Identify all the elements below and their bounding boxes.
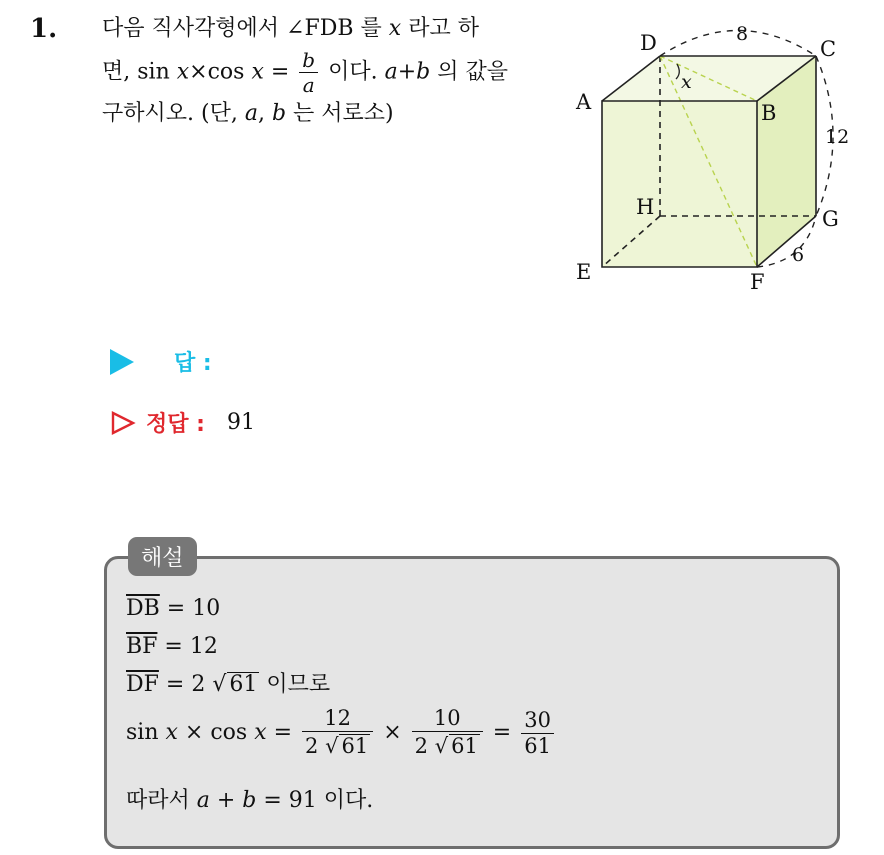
segment-db: $\overline{DB}$ <box>126 596 160 621</box>
var-x: x <box>254 720 267 746</box>
answer-label: 답 : <box>174 351 212 376</box>
label-c: C <box>820 37 837 61</box>
cuboid-figure <box>570 22 860 302</box>
var-x: x <box>165 720 178 746</box>
correct-answer-label: 정답 : <box>146 412 205 437</box>
var-a: a <box>244 101 258 126</box>
q-text: 이다. <box>321 59 385 85</box>
frac-numerator: 12 <box>302 708 373 732</box>
label-d: D <box>640 31 657 55</box>
exp-text: 2 <box>414 734 435 758</box>
question-text <box>102 10 572 133</box>
play-icon <box>110 349 134 375</box>
var-x: x <box>388 16 402 41</box>
frac-numerator: b <box>302 48 316 72</box>
segment-df: $\overline{DF}$ <box>126 672 159 697</box>
var-x: x <box>176 59 190 85</box>
var-b: b <box>242 788 257 813</box>
correct-answer-value: 91 <box>226 410 255 435</box>
exp-text: × cos <box>177 720 255 746</box>
fraction-12 <box>302 708 373 758</box>
frac-denominator: 2 √ 61 <box>414 734 478 758</box>
exp-text: = 12 <box>157 634 218 659</box>
q-text: 의 값을 <box>430 59 508 85</box>
q-text: 를 <box>353 16 389 41</box>
plus-sign: + <box>397 59 417 85</box>
var-b: b <box>271 101 287 126</box>
sqrt-61: 61 <box>451 734 478 758</box>
explanation-line-5 <box>126 786 373 816</box>
var-b: b <box>416 59 431 85</box>
question-line-1 <box>102 10 572 48</box>
label-b: B <box>761 101 777 125</box>
exp-text: = 91 이다. <box>256 788 374 813</box>
front-face <box>602 101 757 267</box>
exp-text: = 2 <box>158 672 213 697</box>
times-sign: × <box>376 720 409 746</box>
frac-numerator: 10 <box>412 708 483 732</box>
question-line-2 <box>102 50 572 95</box>
label-x: x <box>681 71 692 93</box>
question-line-3 <box>102 95 572 133</box>
exp-text: 따라서 <box>126 788 197 813</box>
dim-top: 8 <box>736 23 749 45</box>
explanation-line-2 <box>126 632 218 662</box>
frac-denominator: a <box>302 73 315 97</box>
label-e: E <box>576 260 592 284</box>
dim-bottom: 6 <box>792 244 805 266</box>
frac-denominator: 2 √ 61 <box>305 734 369 758</box>
explanation-line-4 <box>126 708 557 758</box>
equals-sign: = <box>266 720 300 746</box>
angle-name: ∠FDB <box>286 16 354 41</box>
times-sign: × <box>189 59 208 85</box>
question-number: 1. <box>30 14 58 44</box>
correct-answer-row <box>110 407 255 438</box>
exp-text: 이므로 <box>259 672 331 697</box>
q-text: , <box>257 101 272 126</box>
label-g: G <box>822 207 839 231</box>
sqrt-61: 61 <box>229 672 258 697</box>
label-f: F <box>750 270 765 294</box>
fraction-10 <box>412 708 483 758</box>
frac-numerator: 30 <box>521 710 554 734</box>
answer-row <box>110 346 212 377</box>
sqrt-61: 61 <box>341 734 369 758</box>
dim-right: 12 <box>825 126 850 148</box>
explanation-line-1 <box>126 594 220 624</box>
q-text: 구하시오. (단, <box>102 101 245 126</box>
q-text: cos <box>207 59 252 85</box>
fraction-30-61 <box>521 707 554 758</box>
equals-sign: = <box>263 59 297 85</box>
exp-text: 2 <box>305 734 326 758</box>
explanation-tag: 해설 <box>128 537 197 576</box>
q-text: 다음 직사각형에서 <box>102 16 287 41</box>
var-a: a <box>196 788 210 813</box>
plus-sign: + <box>209 788 243 813</box>
fraction-b-over-a <box>299 50 318 95</box>
var-x: x <box>251 59 264 85</box>
frac-denominator: 61 <box>524 733 551 758</box>
exp-text: sin <box>126 720 166 746</box>
outline-play-icon <box>110 410 136 436</box>
segment-bf: $\overline{BF}$ <box>126 634 158 659</box>
label-h: H <box>636 195 655 219</box>
q-text: 면, sin <box>102 59 177 85</box>
label-a: A <box>576 90 592 114</box>
var-a: a <box>384 59 398 85</box>
q-text: 라고 하 <box>401 16 479 41</box>
explanation-line-3: $\overline{DF} = 2$ √ 61 이므로 <box>126 672 331 697</box>
q-text: 는 서로소) <box>286 101 394 126</box>
exp-text: = 10 <box>159 596 221 621</box>
equals-sign: = <box>485 720 519 746</box>
